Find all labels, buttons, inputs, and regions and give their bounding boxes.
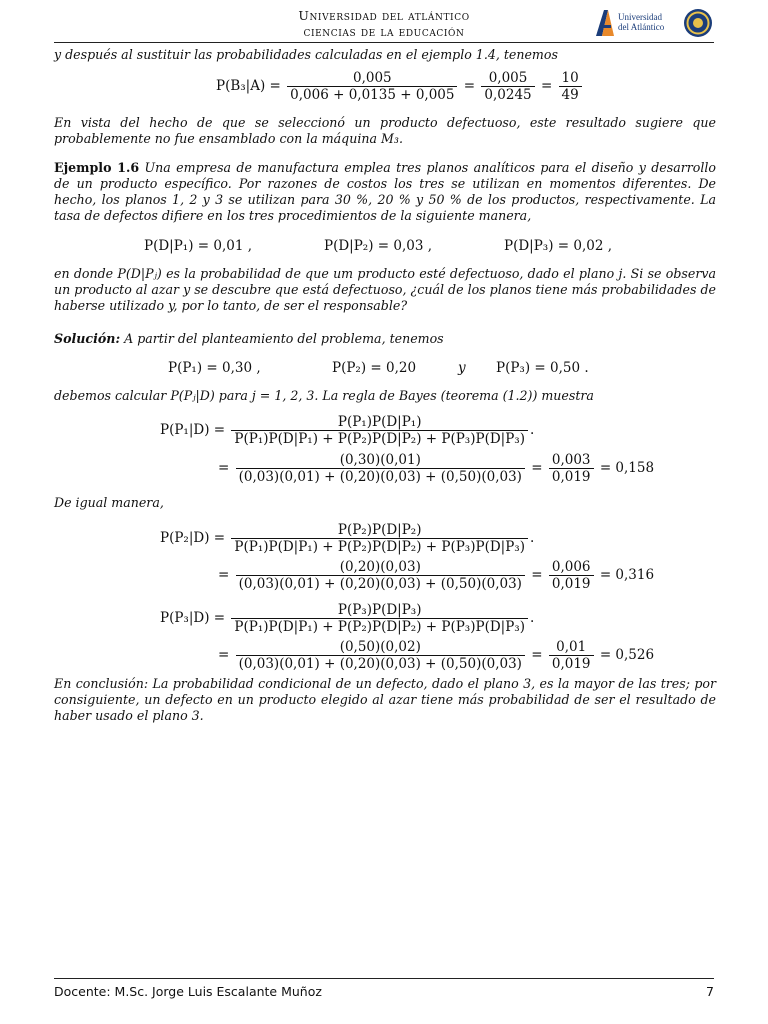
eqp2-result: = 0,316 — [599, 567, 655, 583]
eq1-den-3: 49 — [561, 87, 579, 103]
header-line-1: Universidad del atlántico — [298, 8, 470, 23]
eqp3-den-2: (0,03)(0,01) + (0,20)(0,03) + (0,50)(0,03) — [238, 656, 522, 672]
page-number: 7 — [706, 984, 714, 999]
eqp3-num: P(P₃)P(D|P₃) — [231, 602, 528, 619]
eqp1-lhs: P(P₁|D) = — [160, 422, 226, 438]
eqp3-frac-3 — [549, 639, 594, 672]
footer-author: Docente: M.Sc. Jorge Luis Escalante Muñoz — [54, 984, 322, 999]
eq1-den-1: 0,006 + 0,0135 + 0,005 — [290, 87, 455, 103]
eqp3-frac-2 — [236, 639, 525, 672]
eqp3-den: P(P₁)P(D|P₁) + P(P₂)P(D|P₂) + P(P₃)P(D|P₃) — [234, 619, 525, 635]
equation-p1-general: P(P₁|D) = $\frac{\text{P(P₁)P(D|P₁)}}{\text{P(P₁)P(D|P₁) + P(P₂)P(D|P₂) + P(P₃)P(D|P₃)}}$ . — [160, 414, 535, 447]
equation-p2-numeric: = $\frac{(0,20)(0,03)}{(0,03)(0,01) + (0,20)(0,03) + (0,50)(0,03)}$ = $\frac{0,006}{0,019}$ = 0,316 — [218, 559, 655, 592]
eq1-num-1: 0,005 — [287, 70, 457, 87]
eqp2-frac-2 — [236, 559, 525, 592]
eq1-den-2: 0,0245 — [484, 87, 532, 103]
eqp2-den: P(P₁)P(D|P₁) + P(P₂)P(D|P₂) + P(P₃)P(D|P₃) — [234, 539, 525, 555]
prior-connector: y — [458, 360, 466, 376]
conclusion-paragraph: En conclusión: La probabilidad condicional de un defecto, dado el plano 3, es la mayor de las tres; por consiguiente, un defecto en un producto elegido al azar tiene más probabilidad de ser el resultado de haber usado el plano 3. — [54, 676, 716, 723]
university-logo — [594, 6, 714, 40]
header-line-2: ciencias de la educación — [303, 24, 465, 39]
example-text: Una empresa de manufactura emplea tres planos analíticos para el diseño y desarrollo de un producto específico. Por razones de costos los tres se utilizan en momentos diferentes. De hecho, los planos 1, 2 y 3 se utilizan para 30 %, 20 % y 50 % de los productos, respectivamente. La tasa de defectos difiere en los tres procedimientos de la siguiente manera, — [54, 160, 716, 223]
equation-b3 — [216, 70, 584, 103]
page-header — [54, 8, 714, 42]
eq1-frac-2 — [481, 70, 534, 103]
eqp1-frac-2 — [236, 452, 525, 485]
eqp3-result: = 0,526 — [599, 647, 655, 663]
eqp2-num: P(P₂)P(D|P₂) — [231, 522, 528, 539]
eq1-frac-3 — [559, 70, 582, 103]
equation-p1-numeric: = $\frac{(0,30)(0,01)}{(0,03)(0,01) + (0,20)(0,03) + (0,50)(0,03)}$ = $\frac{0,003}{0,019}$ = 0,158 — [218, 452, 655, 485]
solution-label: Solución: — [54, 331, 121, 346]
eq1-num-3: 10 — [559, 70, 582, 87]
bayes-intro-paragraph: debemos calcular P(Pⱼ|D) para j = 1, 2, 3. La regla de Bayes (teorema (1.2)) muestra — [54, 388, 594, 403]
eqp2-lhs: P(P₂|D) = — [160, 530, 226, 546]
eq1-lhs: P(B₃|A) = — [216, 78, 281, 94]
eq1-num-2: 0,005 — [481, 70, 534, 87]
question-paragraph: en donde P(D|Pⱼ) es la probabilidad de que um producto esté defectuoso, dado el plano j. Si se observa un producto al azar y se descubre que está defectuoso, ¿cuál de los planos tiene más probabilidades de haberse utilizado y, por lo tanto, de ser el responsable? — [54, 266, 716, 313]
header-rule — [54, 42, 714, 43]
eq1-frac-1 — [287, 70, 457, 103]
eqp1-num-3: 0,003 — [549, 452, 594, 469]
eqp3-num-2: (0,50)(0,02) — [236, 639, 525, 656]
solution-paragraph — [54, 331, 716, 347]
eqp2-num-3: 0,006 — [549, 559, 594, 576]
eqp3-num-3: 0,01 — [549, 639, 594, 656]
eqp1-result: = 0,158 — [599, 460, 655, 476]
eqp2-frac-3 — [549, 559, 594, 592]
eqp1-num: P(P₁)P(D|P₁) — [231, 414, 528, 431]
logo-text-1: Universidad — [618, 12, 662, 22]
eqp3-lhs: P(P₃|D) = — [160, 610, 226, 626]
header-title — [234, 8, 534, 40]
intro-paragraph: y después al sustituir las probabilidades calculadas en el ejemplo 1.4, tenemos — [54, 47, 558, 62]
footer-rule — [54, 978, 714, 979]
prior-p2: P(P₂) = 0,20 — [332, 360, 417, 376]
defect-rate-3: P(D|P₃) = 0,02 , — [504, 238, 613, 254]
defect-rate-1: P(D|P₁) = 0,01 , — [144, 238, 253, 254]
eqp1-den-2: (0,03)(0,01) + (0,20)(0,03) + (0,50)(0,03) — [238, 469, 522, 485]
defect-rate-2: P(D|P₂) = 0,03 , — [324, 238, 433, 254]
eqp3-frac — [231, 602, 528, 635]
similarly-paragraph: De igual manera, — [54, 495, 164, 510]
prior-p3: P(P₃) = 0,50 . — [496, 360, 589, 376]
logo-text-2: del Atlántico — [618, 22, 665, 32]
eqp3-den-3: 0,019 — [551, 656, 591, 672]
example-label: Ejemplo 1.6 — [54, 160, 140, 175]
eqp1-frac — [231, 414, 528, 447]
eqp1-frac-3 — [549, 452, 594, 485]
eqp1-den-3: 0,019 — [551, 469, 591, 485]
eq1-equals: = — [463, 78, 476, 94]
prior-p1: P(P₁) = 0,30 , — [168, 360, 261, 376]
eqp2-frac — [231, 522, 528, 555]
eqp1-den: P(P₁)P(D|P₁) + P(P₂)P(D|P₂) + P(P₃)P(D|P₃) — [234, 431, 525, 447]
eqp2-den-3: 0,019 — [551, 576, 591, 592]
eqp2-den-2: (0,03)(0,01) + (0,20)(0,03) + (0,50)(0,03) — [238, 576, 522, 592]
equation-p3-numeric: = $\frac{(0,50)(0,02)}{(0,03)(0,01) + (0,20)(0,03) + (0,50)(0,03)}$ = $\frac{0,01}{0,019}$ = 0,526 — [218, 639, 655, 672]
solution-text: A partir del planteamiento del problema, tenemos — [124, 331, 444, 346]
example-paragraph — [54, 160, 716, 224]
eqp1-num-2: (0,30)(0,01) — [236, 452, 525, 469]
eqp2-num-2: (0,20)(0,03) — [236, 559, 525, 576]
equation-p2-general: P(P₂|D) = $\frac{\text{P(P₂)P(D|P₂)}}{\text{P(P₁)P(D|P₁) + P(P₂)P(D|P₂) + P(P₃)P(D|P₃)}}$ . — [160, 522, 535, 555]
equation-p3-general: P(P₃|D) = $\frac{\text{P(P₃)P(D|P₃)}}{\text{P(P₁)P(D|P₁) + P(P₂)P(D|P₂) + P(P₃)P(D|P₃)}}$ . — [160, 602, 535, 635]
page-footer — [54, 984, 714, 999]
eq1-equals-2: = — [540, 78, 553, 94]
conclusion-m3-paragraph: En vista del hecho de que se seleccionó un producto defectuoso, este resultado sugiere que probablemente no fue ensamblado con la máquina M₃. — [54, 115, 716, 146]
